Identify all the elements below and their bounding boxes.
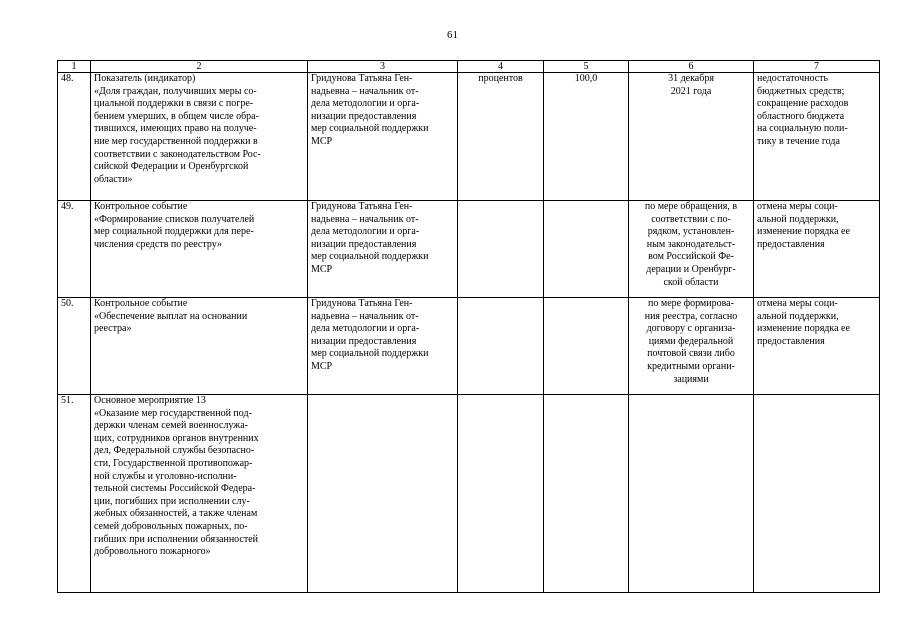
row-value [544, 201, 629, 298]
table-row [58, 298, 880, 395]
row-risks: отмена меры соци- альной поддержки, изменение порядка ее предоставления [754, 201, 880, 298]
row-deadline: по мере обращения, в соответствии с по- рядком, установлен- ным законодательст- вом Российской Фе- дерации и Оренбург- ской области [629, 201, 754, 298]
row-number: 51. [58, 395, 91, 593]
row-value: 100,0 [544, 73, 629, 201]
row-unit [458, 201, 544, 298]
row-number: 50. [58, 298, 91, 395]
column-number-row [58, 61, 880, 73]
row-title: Основное мероприятие 13 «Оказание мер государственной под- держки членам семей военнослужа- щих, сотрудников органов внутренних дел, Федеральной службы безопасно- сти, Государственной противопожар- ной службы и уголовно-исполни- тельной системы Российской Федера- ции, погибших при исполнении слу- жебных обязанностей, а также членам семей добровольных пожарных, по- гибших при исполнении обязанностей добровольного пожарного» [91, 395, 308, 593]
table-row [58, 395, 880, 593]
column-number: 6 [629, 61, 754, 73]
plan-table [57, 60, 880, 593]
row-deadline [629, 395, 754, 593]
row-number: 48. [58, 73, 91, 201]
row-responsible: Гридунова Татьяна Ген- надьевна – начальник от- дела методологии и орга- низации предоставления мер социальной поддержки МСР [308, 201, 458, 298]
row-responsible: Гридунова Татьяна Ген- надьевна – начальник от- дела методологии и орга- низации предоставления мер социальной поддержки МСР [308, 298, 458, 395]
row-title: Контрольное событие «Обеспечение выплат на основании реестра» [91, 298, 308, 395]
row-risks [754, 395, 880, 593]
row-responsible: Гридунова Татьяна Ген- надьевна – начальник от- дела методологии и орга- низации предоставления мер социальной поддержки МСР [308, 73, 458, 201]
row-unit: процентов [458, 73, 544, 201]
row-unit [458, 298, 544, 395]
column-number: 1 [58, 61, 91, 73]
column-number: 5 [544, 61, 629, 73]
row-risks: отмена меры соци- альной поддержки, изменение порядка ее предоставления [754, 298, 880, 395]
row-risks: недостаточность бюджетных средств; сокращение расходов областного бюджета на социальную поли- тику в течение года [754, 73, 880, 201]
row-title: Показатель (индикатор) «Доля граждан, получивших меры со- циальной поддержки в связи с погре- бением умерших, в общем числе обра- тившихся, имеющих право на получе- ние мер государственной поддержки в соответствии с законодательством Рос- сийской Федерации и Оренбургской области» [91, 73, 308, 201]
row-unit [458, 395, 544, 593]
row-title: Контрольное событие «Формирование списков получателей мер социальной поддержки для пере- числения средств по реестру» [91, 201, 308, 298]
row-responsible [308, 395, 458, 593]
row-value [544, 298, 629, 395]
table-row [58, 201, 880, 298]
row-deadline: по мере формирова- ния реестра, согласно договору с организа- циями федеральной почтовой связи либо кредитными органи- зациями [629, 298, 754, 395]
page-number: 61 [447, 29, 458, 41]
column-number: 7 [754, 61, 880, 73]
column-number: 2 [91, 61, 308, 73]
row-deadline: 31 декабря 2021 года [629, 73, 754, 201]
column-number: 4 [458, 61, 544, 73]
column-number: 3 [308, 61, 458, 73]
row-number: 49. [58, 201, 91, 298]
table-row [58, 73, 880, 201]
row-value [544, 395, 629, 593]
